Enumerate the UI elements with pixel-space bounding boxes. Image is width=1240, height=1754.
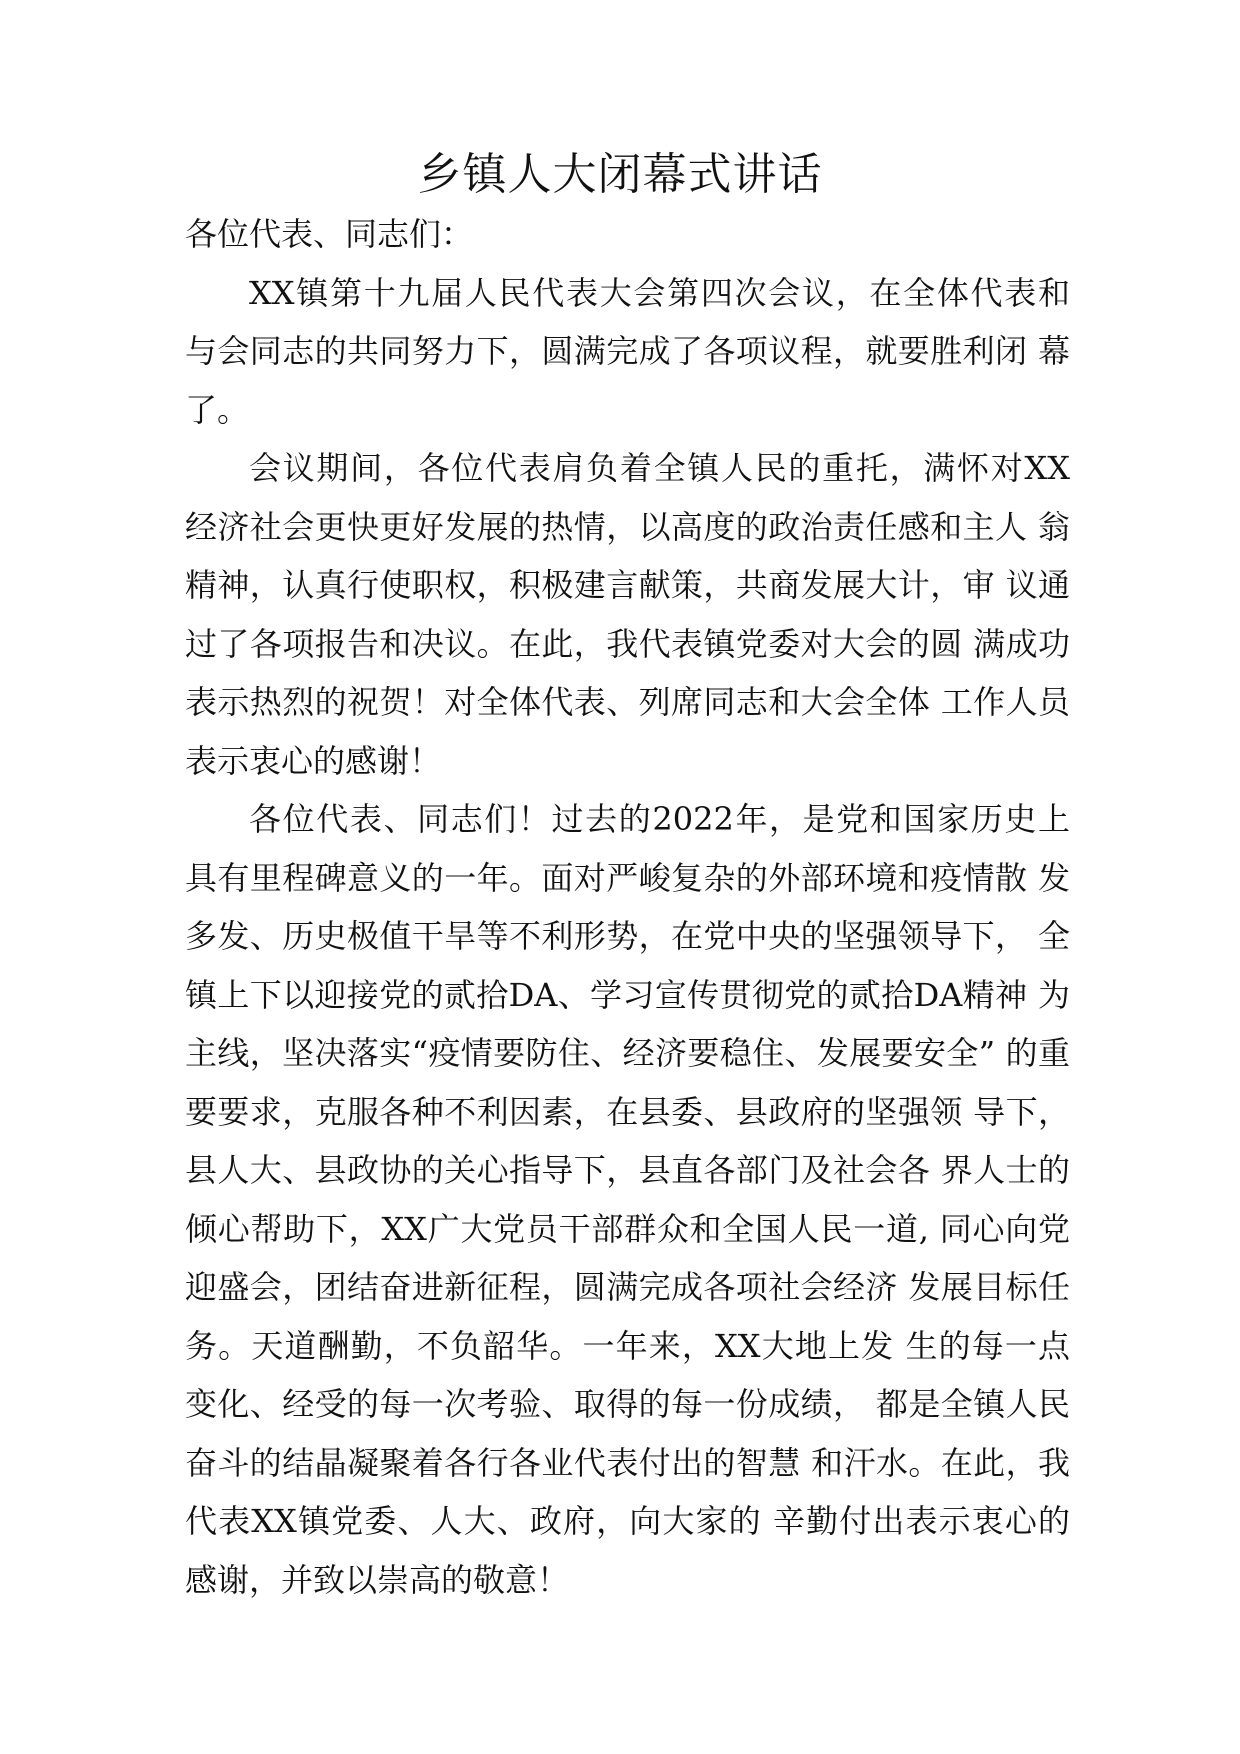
paragraph-review: 各位代表、同志们！过去的2022年，是党和国家历史上 具有里程碑意义的一年。面对严峻复杂的外部环境和疫情散 发多发、历史极值干旱等不利形势，在党中央的坚强领导下， 全镇上下以迎接党的贰拾DA、学习宣传贯彻党的贰拾DA精神 为主线，坚决落实“疫情要防住、经济要稳住、发展要安全” 的重要要求，克服各种不利因素，在县委、县政府的坚强领 导下，县人大、县政协的关心指导下，县直各部门及社会各 界人士的倾心帮助下，XX广大党员干部群众和全国人民一道, 同心向党迎盛会，团结奋进新征程，圆满完成各项社会经济 发展目标任务。天道酬勤，不负韶华。一年来，XX大地上发 生的每一点变化、经受的每一次考验、取得的每一份成绩， 都是全镇人民奋斗的结晶凝聚着各行各业代表付出的智慧 和汗水。在此，我代表XX镇党委、人大、政府，向大家的 辛勤付出表示衷心的感谢，并致以崇高的敬意！	[185, 800, 1070, 1599]
document-body	[185, 205, 1070, 1609]
paragraph-opening: XX镇第十九届人民代表大会第四次会议，在全体代表和 与会同志的共同努力下，圆满完成了各项议程，就要胜利闭 幕了。	[185, 273, 1070, 429]
document-title: 乡镇人大闭幕式讲话	[417, 149, 823, 200]
salutation: 各位代表、同志们：	[185, 215, 474, 253]
paragraph-meeting: 会议期间，各位代表肩负着全镇人民的重托，满怀对XX 经济社会更快更好发展的热情，以高度的政治责任感和主人 翁精神，认真行使职权，积极建言献策，共商发展大计，审 议通过了各项报告和决议。在此，我代表镇党委对大会的圆 满成功表示热烈的祝贺！对全体代表、列席同志和大会全体 工作人员表示衷心的感谢！	[185, 449, 1070, 780]
